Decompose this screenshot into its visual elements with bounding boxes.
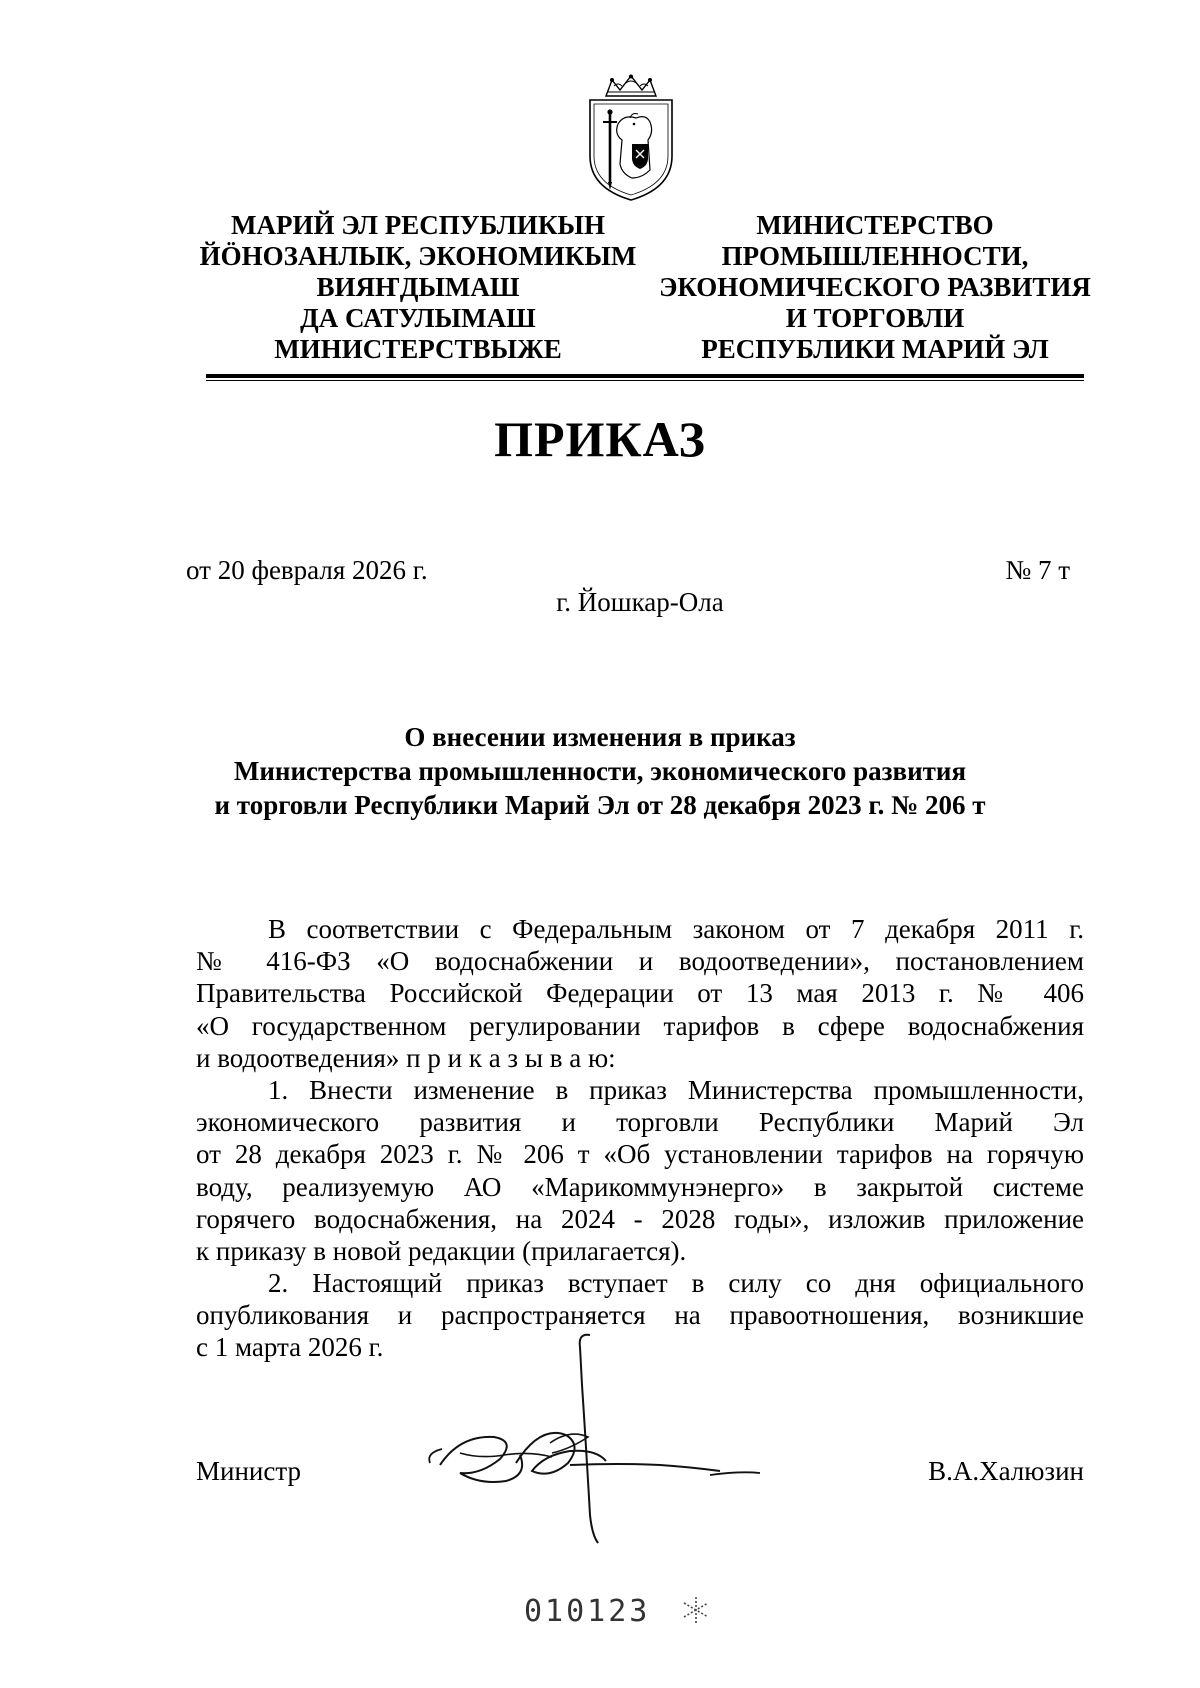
header-divider-thick xyxy=(206,374,1084,378)
document-title: ПРИКАЗ xyxy=(494,411,706,467)
body-line: к приказу в новой редакции (прилагается). xyxy=(196,1235,687,1266)
body-line: В соответствии с Федеральным законом от 7 декабря 2011 г. xyxy=(268,914,1084,944)
body-line: Правительства Российской Федерации от 13 мая 2013 г. № 406 xyxy=(196,978,1084,1009)
body-line: от 28 декабря 2023 г. № 206 т «Об установлении тарифов на горячую xyxy=(196,1139,1084,1170)
header-left-line: ВИЯҤДЫМАШ xyxy=(316,272,520,302)
asterisk-mark-icon xyxy=(680,1594,712,1626)
body-line: и водоотведения» п р и к а з ы в а ю: xyxy=(196,1042,616,1073)
subject-line: Министерства промышленности, экономического развития xyxy=(233,756,967,786)
header-left-block xyxy=(198,210,638,365)
registration-number: 010123 xyxy=(524,1594,651,1629)
header-left-line: МИНИСТЕРСТВЫЖЕ xyxy=(274,334,562,364)
subject-line: и торговли Республики Марий Эл от 28 декабря 2023 г. № 206 т xyxy=(214,790,986,820)
header-divider-thin xyxy=(206,380,1084,381)
body-line: с 1 марта 2026 г. xyxy=(196,1332,384,1363)
header-left-line: ДА САТУЛЫМАШ xyxy=(300,303,536,333)
body-line: «О государственном регулировании тарифов в сфере водоснабжения xyxy=(196,1010,1084,1041)
document-number: № 7 т xyxy=(1005,555,1070,585)
header-left-line: МАРИЙ ЭЛ РЕСПУБЛИКЫН xyxy=(231,210,605,240)
header-right-line: И ТОРГОВЛИ xyxy=(785,303,965,333)
coat-of-arms-emblem xyxy=(584,74,678,204)
body-line: 1. Внести изменение в приказ Министерства промышленности, xyxy=(268,1074,1084,1105)
signatory-role: Министр xyxy=(196,1456,301,1486)
body-line: № 416-ФЗ «О водоснабжении и водоотведении», постановлением xyxy=(196,946,1084,977)
header-left-line: ЙӦНОЗАНЛЫК, ЭКОНОМИКЫМ xyxy=(199,241,637,271)
document-city: г. Йошкар-Ола xyxy=(556,587,724,617)
document-date: от 20 февраля 2026 г. xyxy=(186,555,428,585)
body-line: воду, реализуемую АО «Марикоммунэнерго» в закрытой системе xyxy=(196,1171,1084,1202)
handwritten-signature xyxy=(420,1325,840,1545)
document-body xyxy=(196,913,1084,1364)
header-right-line: ПРОМЫШЛЕННОСТИ, xyxy=(721,241,1029,271)
document-subject xyxy=(0,720,1200,822)
header-right-block xyxy=(655,210,1095,365)
body-line: опубликования и распространяется на правоотношения, возникшие xyxy=(196,1300,1084,1331)
signatory-name: В.А.Халюзин xyxy=(928,1456,1084,1486)
body-line: 2. Настоящий приказ вступает в силу со дня официального xyxy=(268,1268,1084,1299)
body-line: горячего водоснабжения, на 2024 - 2028 годы», изложив приложение xyxy=(196,1203,1084,1234)
header-right-line: ЭКОНОМИЧЕСКОГО РАЗВИТИЯ xyxy=(659,272,1091,302)
subject-line: О внесении изменения в приказ xyxy=(404,722,796,752)
header-right-line: МИНИСТЕРСТВО xyxy=(756,210,994,240)
header-right-line: РЕСПУБЛИКИ МАРИЙ ЭЛ xyxy=(701,334,1049,364)
body-line: экономического развития и торговли Республики Марий Эл xyxy=(196,1107,1084,1138)
